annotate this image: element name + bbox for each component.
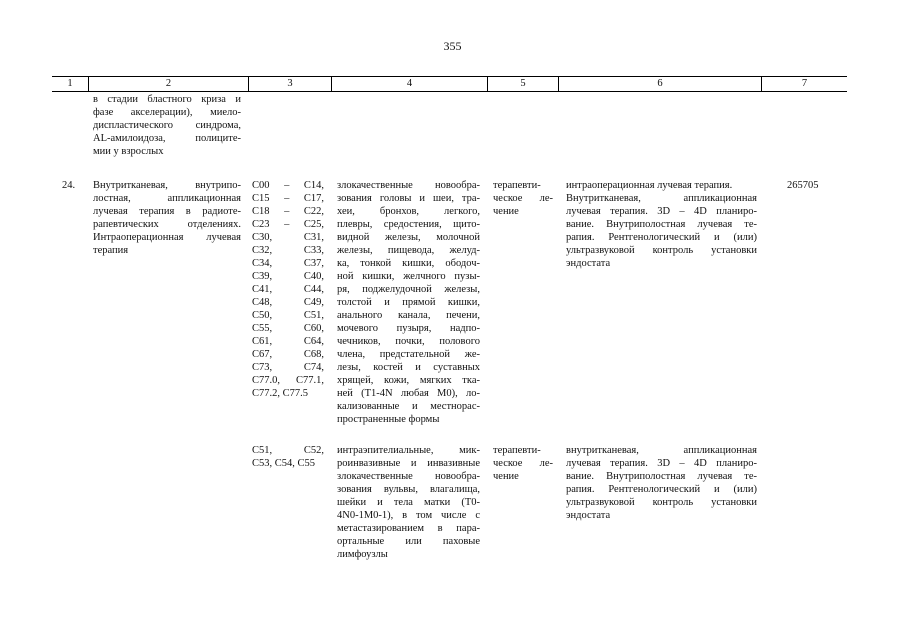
- text-line: диспластического синдрома,: [93, 120, 241, 131]
- header-col-6: 6: [657, 78, 663, 89]
- icd-code-line: [252, 192, 324, 205]
- header-col-3: 3: [287, 78, 293, 89]
- text-line: видной железы, молочной: [337, 232, 480, 243]
- icd-code: C68,: [303, 349, 324, 360]
- icd-code: C67,: [252, 349, 273, 360]
- text-line: хрящей, кожи, мягких тка-: [337, 375, 480, 386]
- icd-code: –: [284, 180, 290, 191]
- icd-code: C77.2, C77.5: [252, 388, 309, 399]
- icd-code: C51,: [303, 310, 324, 321]
- diagnosis-description: [337, 179, 480, 426]
- icd-code: C15: [252, 193, 270, 204]
- icd-code: C23: [252, 219, 270, 230]
- icd-code: –: [284, 206, 290, 217]
- text-line: лезы, костей и суставных: [337, 362, 480, 373]
- header-col-7: 7: [801, 78, 808, 89]
- icd-code-line: [252, 387, 324, 400]
- text-line: ческое ле-: [493, 193, 553, 204]
- icd-code: C17,: [303, 193, 324, 204]
- icd-code-line: [252, 374, 324, 387]
- icd-code-line: [252, 205, 324, 218]
- text-line: мочевого пузыря, надпо-: [337, 323, 480, 334]
- text-line: чение: [493, 206, 519, 217]
- text-line: члена, предстательной же-: [337, 349, 480, 360]
- text-line: рапия. Рентгенологический и (или): [566, 232, 757, 243]
- icd-code-line: [252, 283, 324, 296]
- icd-code: C73,: [252, 362, 273, 373]
- text-line: железы, пищевода, желуд-: [337, 245, 480, 256]
- text-line: лимфоузлы: [337, 549, 388, 560]
- icd-code: C60,: [303, 323, 324, 334]
- text-line: толстой и прямой кишки,: [337, 297, 480, 308]
- icd-code: C30,: [252, 232, 273, 243]
- text-line: терапевти-: [493, 445, 541, 456]
- text-line: терапия: [93, 245, 129, 256]
- text-line: AL-амилоидоза, полиците-: [93, 133, 241, 144]
- icd-code: C55,: [252, 323, 273, 334]
- icd-code: C39,: [252, 271, 273, 282]
- icd-code: C32,: [252, 245, 273, 256]
- icd-code: C37,: [303, 258, 324, 269]
- text-line: плевры, средостения, щито-: [337, 219, 480, 230]
- icd-code-line: [252, 218, 324, 231]
- text-line: интраоперационная лучевая терапия.: [566, 180, 733, 191]
- icd-code-line: [252, 179, 324, 192]
- text-line: зования головы и шеи, тра-: [337, 193, 480, 204]
- icd-code: –: [284, 219, 290, 230]
- icd-code: –: [284, 193, 290, 204]
- text-line: ортальные или паховые: [337, 536, 480, 547]
- text-line: в стадии бластного криза и: [93, 94, 241, 105]
- text-line: мии у взрослых: [93, 146, 164, 157]
- icd-codes: [252, 444, 324, 470]
- cost-value: 265705: [787, 180, 819, 191]
- treatment-method: [566, 179, 757, 270]
- icd-codes: [252, 179, 324, 400]
- text-line: ческое ле-: [493, 458, 553, 469]
- text-line: Интраоперационная лучевая: [93, 232, 241, 243]
- text-line: ря, поджелудочной железы,: [337, 284, 480, 295]
- treatment-type: [493, 444, 553, 483]
- icd-code-line: [252, 296, 324, 309]
- diagnosis-description: [337, 444, 480, 561]
- icd-code-line: [252, 231, 324, 244]
- text-line: 4N0-1M0-1), в том числе с: [337, 510, 480, 521]
- icd-code: C33,: [303, 245, 324, 256]
- icd-code: C44,: [303, 284, 324, 295]
- icd-code: C61,: [252, 336, 273, 347]
- icd-code: C50,: [252, 310, 273, 321]
- text-line: хеи, бронхов, легкого,: [337, 206, 480, 217]
- text-line: злокачественные новообра-: [337, 180, 480, 191]
- text-line: кализованные и местнорас-: [337, 401, 480, 412]
- text-line: лостная, аппликационная: [93, 193, 241, 204]
- icd-code: C77.0,: [252, 375, 281, 386]
- header-col-4: 4: [406, 78, 413, 89]
- text-line: лучевая терапия. 3D – 4D планиро-: [566, 458, 757, 469]
- text-line: внутритканевая, аппликационная: [566, 445, 757, 456]
- text-line: фазе акселерации), миело-: [93, 107, 241, 118]
- icd-code-line: [252, 361, 324, 374]
- text-line: эндостата: [566, 510, 611, 521]
- icd-code: C31,: [303, 232, 324, 243]
- icd-code-line: [252, 444, 324, 457]
- icd-code: C53, C54, C55: [252, 458, 316, 469]
- icd-code-line: [252, 244, 324, 257]
- text-line: зования вульвы, влагалища,: [337, 484, 480, 495]
- icd-code: C41,: [252, 284, 273, 295]
- text-line: чечников, почки, полового: [337, 336, 480, 347]
- icd-code: C64,: [303, 336, 324, 347]
- icd-code: C34,: [252, 258, 273, 269]
- icd-code: C51,: [252, 445, 273, 456]
- text-line: лучевая терапия в радиоте-: [93, 206, 241, 217]
- text-line: лучевая терапия. 3D – 4D планиро-: [566, 206, 757, 217]
- text-line: рапевтических отделениях.: [93, 219, 241, 230]
- text-line: анального канала, печени,: [337, 310, 480, 321]
- icd-code-line: [252, 322, 324, 335]
- icd-code: C74,: [303, 362, 324, 373]
- method-name: [93, 179, 241, 257]
- text-line: ной кишки, желчного пузы-: [337, 271, 480, 282]
- icd-code: C77.1,: [295, 375, 324, 386]
- text-line: злокачественные новообра-: [337, 471, 480, 482]
- icd-code: C00: [252, 180, 270, 191]
- text-line: вание. Внутриполостная лучевая те-: [566, 219, 757, 230]
- text-line: чение: [493, 471, 519, 482]
- icd-code: C49,: [303, 297, 324, 308]
- text-line: Внутритканевая, аппликационная: [566, 193, 757, 204]
- treatment-method: [566, 444, 757, 522]
- header-col-5: 5: [520, 78, 526, 89]
- text-line: ней (T1-4N любая M0), ло-: [337, 388, 480, 399]
- header-col-1: 1: [67, 78, 73, 89]
- icd-code: C40,: [303, 271, 324, 282]
- text-line: терапевти-: [493, 180, 541, 191]
- text-line: метастазированием в пара-: [337, 523, 480, 534]
- text-line: роинвазивные и инвазивные: [337, 458, 480, 469]
- page-number: 355: [443, 39, 462, 53]
- text-line: ультразвуковой контроль установки: [566, 497, 757, 508]
- text-line: Внутритканевая, внутрипо-: [93, 180, 241, 191]
- icd-code: C14,: [303, 180, 324, 191]
- icd-code-line: [252, 309, 324, 322]
- icd-code-line: [252, 335, 324, 348]
- treatment-type: [493, 179, 553, 218]
- text-line: ка, тонкой кишки, ободоч-: [337, 258, 480, 269]
- text-line: интраэпителиальные, мик-: [337, 445, 480, 456]
- icd-code-line: [252, 348, 324, 361]
- icd-code-line: [252, 257, 324, 270]
- icd-code: C18: [252, 206, 270, 217]
- icd-code: C52,: [303, 445, 324, 456]
- icd-code: C22,: [303, 206, 324, 217]
- text-line: ультразвуковой контроль установки: [566, 245, 757, 256]
- text-line: вание. Внутриполостная лучевая те-: [566, 471, 757, 482]
- text-line: пространенные формы: [337, 414, 440, 425]
- table-header: [52, 76, 847, 92]
- icd-code: C25,: [303, 219, 324, 230]
- row-number: 24.: [62, 180, 76, 191]
- icd-code: C48,: [252, 297, 273, 308]
- continued-cell: [93, 93, 241, 158]
- text-line: рапия. Рентгенологический и (или): [566, 484, 757, 495]
- text-line: эндостата: [566, 258, 611, 269]
- header-col-2: 2: [165, 78, 172, 89]
- icd-code-line: [252, 457, 324, 470]
- icd-code-line: [252, 270, 324, 283]
- text-line: шейки и тела матки (T0-: [337, 497, 480, 508]
